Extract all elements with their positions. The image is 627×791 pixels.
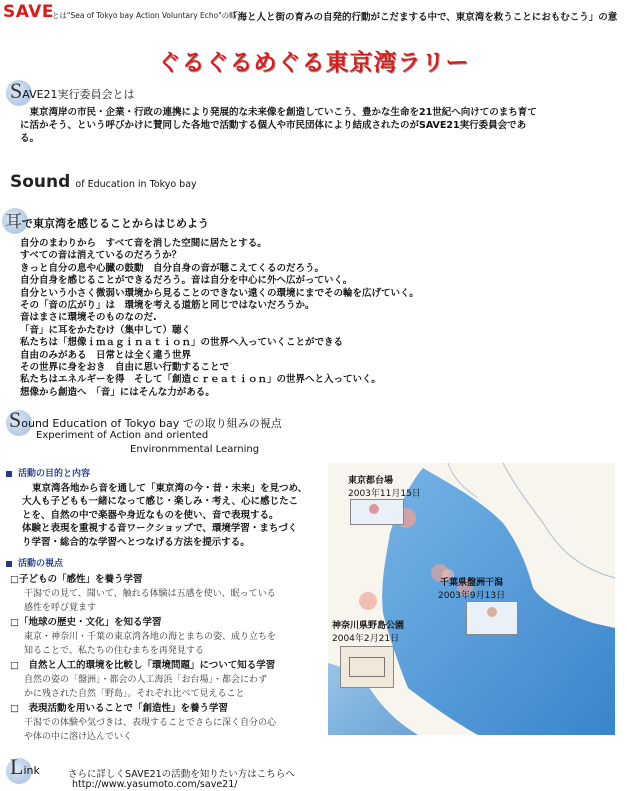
- viewpoint-item: [10, 572, 276, 615]
- heading-initial: S: [10, 78, 23, 103]
- site-name: 東京都台場: [348, 476, 394, 486]
- purpose-line: 大人も子どもも一緒になって感じ・楽しみ・考え、心に感じたこ: [22, 496, 299, 508]
- odaiba-photo: [350, 499, 404, 525]
- link-heading: [10, 754, 40, 780]
- sound-word: Sound: [10, 172, 71, 192]
- site-name: 神奈川県野島公園: [332, 621, 405, 631]
- nojima-photo: [340, 646, 394, 688]
- poem-line: 私たちはエネルギーを得 そして「創造ｃｒｅａｔｉｏｎ」の世界へと入っていく。: [20, 374, 381, 386]
- save21-website-link[interactable]: http://www.yasumoto.com/save21/: [72, 779, 238, 790]
- viewpoints-list: [10, 572, 276, 744]
- viewpoint-title: □ 表現活動を用いることで「創造性」を養う学習: [10, 703, 228, 714]
- link-description: さらに詳しくSAVE21の活動を知りたい方はこちらへ: [68, 769, 295, 780]
- viewpoint-description: 干潟での体験や気づきは、表現することでさらに深く自分の心: [24, 718, 277, 728]
- purpose-body: [22, 482, 307, 549]
- square-bullet-icon: [6, 561, 12, 567]
- poem-line: 音はまさに環境そのものなのだ.: [20, 312, 157, 324]
- poem-line: 自由のみがある 日常とは全く違う世界: [20, 349, 192, 361]
- sound-subtitle: of Education in Tokyo bay: [75, 179, 197, 190]
- poem-line: 想像から創造へ 「音」にはそんな力がある。: [20, 386, 215, 398]
- site-name: 千葉県盤洲干潟: [440, 578, 504, 588]
- sound-edu-subtitle-1: Experiment of Action and oriented: [36, 430, 209, 441]
- person-illustration-icon: [369, 504, 379, 514]
- site-date: 2004年2月21日: [332, 634, 400, 644]
- poem-line: 自分という小さく微弱い環境から見ることのできない遠くの環境にまでその輪を広げていく。: [20, 287, 419, 299]
- poem-line: その世界に身をおき 自由に思い行動することで: [20, 362, 230, 374]
- tokyo-bay-map: [328, 463, 615, 735]
- committee-description: 東京湾岸の市民・企業・行政の連携により発展的な未来像を創造していこう、豊かな生命を21世紀へ向けてのまち育てに活かそう、という呼びかけに賛同した各地で活動する個人や市民団体により結成されたのがSAVE21実行委員会である。: [20, 107, 537, 144]
- viewpoint-title: □子どもの「感性」を養う学習: [10, 574, 143, 585]
- viewpoint-description: 干潟での見て、聞いて、触れる体験は五感を使い、眠っている: [24, 589, 276, 599]
- page-title: ぐるぐるめぐる東京湾ラリー: [157, 50, 470, 76]
- heading-text: ound Education of Tokyo bay での取り組みの視点: [21, 417, 282, 430]
- viewpoint-item: [10, 658, 276, 701]
- purpose-heading: [6, 466, 90, 479]
- site-date: 2003年11月15日: [348, 489, 421, 499]
- map-site-odaiba: [348, 473, 421, 499]
- viewpoint-description: や体の中に溶け込んでいく: [24, 732, 133, 742]
- sound-heading: [10, 172, 197, 192]
- sound-edu-subtitle-2: Environmmental Learning: [130, 444, 260, 455]
- poem-line: 「音」に耳をかたむけ（集中して）聴く: [20, 324, 192, 336]
- viewpoint-item: [10, 701, 276, 744]
- viewpoint-title: □ 自然と人工的環境を比較し「環境問題」について知る学習: [10, 660, 276, 671]
- purpose-line: り学習・総合的な学習へとつなげる方法を提示する。: [22, 536, 250, 548]
- viewpoint-description: 自然の姿の「盤洲」・都会の人工海浜「お台場」・都会にわず: [24, 675, 268, 685]
- heading-text: AVE21実行委員会とは: [22, 88, 135, 101]
- viewpoint-item: [10, 615, 276, 658]
- poem-line: 自分自身を感じることができるだろう。音は自分を中心に外へ広がっていく。: [20, 275, 353, 287]
- purpose-line: 東京湾各地から音を通して「東京湾の今・昔・未来」を見つめ、: [32, 483, 308, 494]
- viewpoint-description: 感性を呼び覚ます: [24, 603, 97, 613]
- heading-text: ink: [23, 764, 40, 777]
- square-bullet-icon: [6, 471, 12, 477]
- poem-line: すべての音は消えているのだろうか？: [20, 250, 182, 262]
- save-wordmark: SAVE: [3, 2, 55, 22]
- poem-line: きっと自分の息や心臓の鼓動 自分自身の音が聴こえてくるのだろう。: [20, 262, 325, 274]
- purpose-line: 体験と表現を重視する音ワークショップで、環境学習・まちづく: [22, 523, 298, 535]
- heading-initial: S: [9, 407, 22, 432]
- poem-line: 私たちは「想像ｉｍａｇｉｎａｔｉｏｎ」の世界へ入っていくことができる: [20, 337, 344, 349]
- person-illustration-icon: [487, 607, 497, 617]
- heading-initial: L: [10, 754, 24, 779]
- ear-heading: [5, 207, 209, 232]
- viewpoint-description: 東京・神奈川・千葉の東京湾各地の海とまちの姿、成り立ちを: [24, 632, 277, 642]
- site-date: 2003年9月13日: [438, 591, 506, 601]
- purpose-line: とを、自然の中で楽器や身近なものを使い、音で表現する。: [22, 509, 279, 521]
- viewpoint-description: かに残された自然「野島」。それぞれ比べて見えること: [24, 689, 245, 699]
- viewpoints-heading-text: 活動の視点: [18, 559, 64, 569]
- building-illustration-icon: [349, 657, 385, 677]
- viewpoint-description: 知ることで、私たちの住むまちを再発見する: [24, 646, 204, 656]
- viewpoint-title: □「地球の歴史・文化」を知る学習: [10, 617, 162, 628]
- poem-line: 自分のまわりから すべて音を消した空間に居たとする。: [20, 238, 267, 249]
- heading-initial: 耳: [5, 212, 22, 232]
- viewpoints-heading: [6, 556, 63, 569]
- banzu-photo: [466, 601, 518, 635]
- purpose-heading-text: 活動の目的と内容: [18, 469, 91, 479]
- save-meaning-quote: 「海と人と街の育みの自発的行動がこだまする中で、東京湾を救うことにおもむこう」の意: [228, 12, 618, 23]
- save-acronym-gloss: とは"Sea of Tokyo bay Action Voluntary Echo"の略: [52, 11, 237, 20]
- heading-text: で東京湾を感じることからはじめよう: [22, 217, 209, 230]
- map-site-banzu: [438, 575, 505, 601]
- ear-poem: [20, 238, 419, 399]
- poem-line: その「音の広がり」は 環境を考える道筋と同じではないだろうか。: [20, 300, 315, 312]
- map-site-nojima: [332, 618, 404, 644]
- committee-heading: [10, 78, 135, 104]
